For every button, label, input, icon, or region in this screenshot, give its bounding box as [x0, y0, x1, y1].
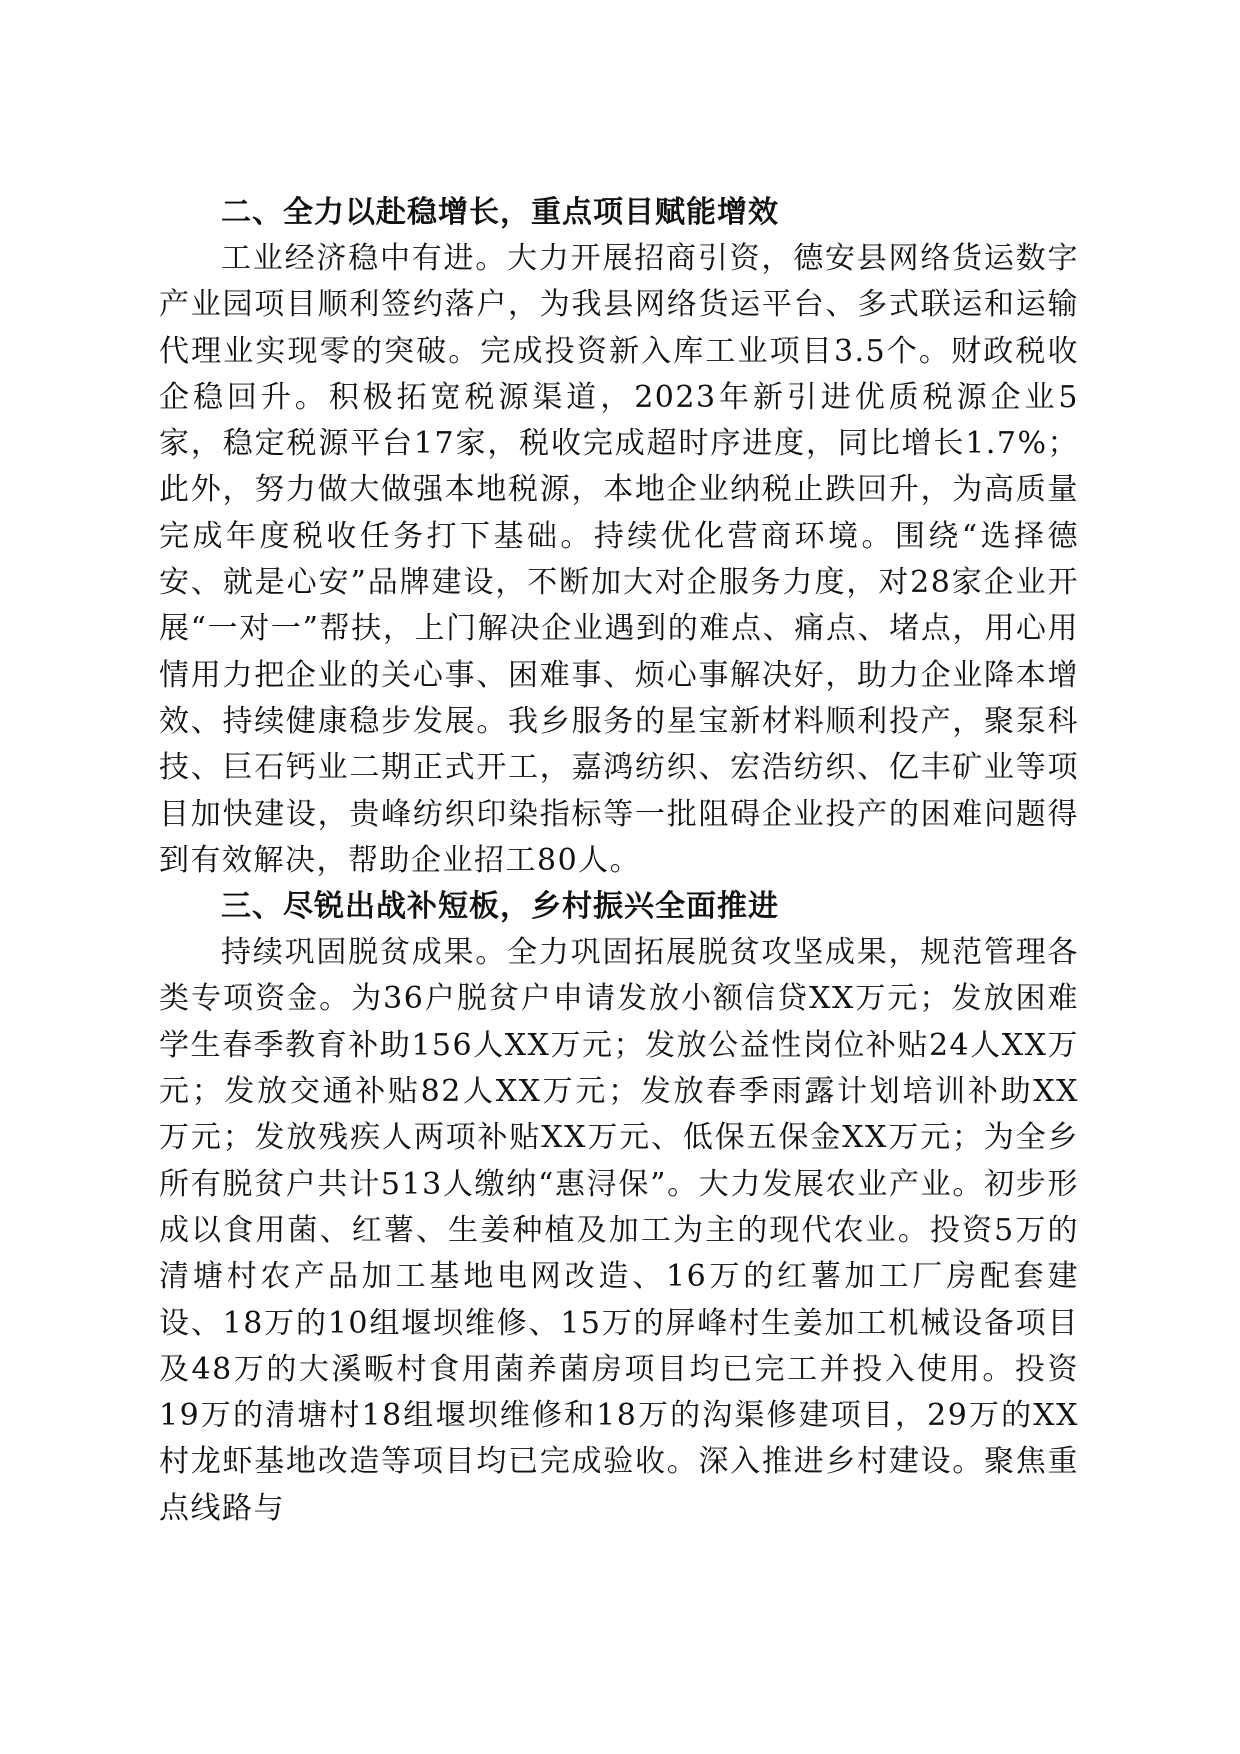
section-economy	[159, 190, 1079, 884]
document-page	[159, 190, 1079, 1532]
section-paragraph: 工业经济稳中有进。大力开展招商引资，德安县网络货运数字产业园项目顺利签约落户，为我县网络货运平台、多式联运和运输代理业实现零的突破。完成投资新入库工业项目3.5个。财政税收企稳回升。积极拓宽税源渠道，2023年新引进优质税源企业5家，稳定税源平台17家，税收完成超时序进度，同比增长1.7%；此外，努力做大做强本地税源，本地企业纳税止跌回升，为高质量完成年度税收任务打下基础。持续优化营商环境。围绕“选择德安、就是心安”品牌建设，不断加大对企服务力度，对28家企业开展“一对一”帮扶，上门解决企业遇到的难点、痛点、堵点，用心用情用力把企业的关心事、困难事、烦心事解决好，助力企业降本增效、持续健康稳步发展。我乡服务的星宝新材料顺利投产，聚泵科技、巨石钙业二期正式开工，嘉鸿纺织、宏浩纺织、亿丰矿业等项目加快建设，贵峰纺织印染指标等一批阻碍企业投产的困难问题得到有效解决，帮助企业招工80人。	[159, 241, 1079, 878]
section-paragraph: 持续巩固脱贫成果。全力巩固拓展脱贫攻坚成果，规范管理各类专项资金。为36户脱贫户申请发放小额信贷XX万元；发放困难学生春季教育补助156人XX万元；发放公益性岗位补贴24人XX万元；发放交通补贴82人XX万元；发放春季雨露计划培训补助XX万元；发放残疾人两项补贴XX万元、低保五保金XX万元；为全乡所有脱贫户共计513人缴纳“惠浔保”。大力发展农业产业。初步形成以食用菌、红薯、生姜种植及加工为主的现代农业。投资5万的清塘村农产品加工基地电网改造、16万的红薯加工厂房配套建设、18万的10组堰坝维修、15万的屏峰村生姜加工机械设备项目及48万的大溪畈村食用菌养菌房项目均已完工并投入使用。投资19万的清塘村18组堰坝维修和18万的沟渠修建项目，29万的XX村龙虾基地改造等项目均已完成验收。深入推进乡村建设。聚焦重点线路与	[159, 935, 1079, 1526]
section-heading: 三、尽锐出战补短板，乡村振兴全面推进	[221, 889, 779, 925]
section-heading: 二、全力以赴稳增长，重点项目赋能增效	[221, 195, 779, 230]
section-rural-revitalization	[159, 884, 1079, 1532]
